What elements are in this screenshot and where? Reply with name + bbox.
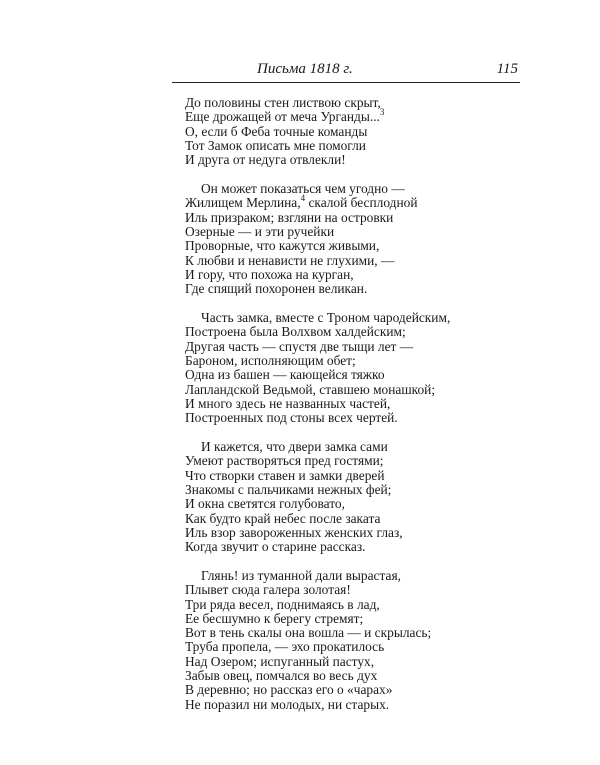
line-text: И окна светятся голубовато,: [185, 496, 345, 512]
poem-line: [185, 454, 450, 468]
line-text: О, если б Феба точные команды: [185, 123, 368, 139]
line-text: Жилищем Мерлина,: [185, 195, 301, 211]
poem-line: [185, 325, 450, 339]
line-text: И кажется, что двери замка сами: [201, 439, 388, 455]
poem-line: [185, 211, 450, 225]
poem-line: [185, 698, 450, 712]
poem-line: [185, 340, 450, 354]
running-title: Письма 1818 г.: [257, 61, 353, 77]
poem-line: [185, 268, 450, 282]
line-text: Построенных под стоны всех чертей.: [185, 410, 398, 426]
poem-line: [185, 612, 450, 626]
poem-line: [185, 254, 450, 268]
poem-line: [185, 512, 450, 526]
poem-line: [185, 311, 450, 325]
line-text: Ее бесшумно к берегу стремят;: [185, 610, 364, 626]
line-text: Построена была Волхвом халдейским;: [185, 324, 406, 340]
stanza: [185, 311, 450, 425]
line-text: Знакомы с пальчиками нежных фей;: [185, 481, 392, 497]
poem-line: [185, 540, 450, 554]
line-text: Еще дрожащей от меча Урганды...: [185, 109, 380, 125]
poem-line: [185, 107, 450, 125]
poem-line: [185, 526, 450, 540]
line-text: И много здесь не названных частей,: [185, 395, 391, 411]
poem-line: [185, 626, 450, 640]
poem-line: [185, 139, 450, 153]
footnote-marker: 4: [300, 193, 306, 204]
poem-line: [185, 569, 450, 583]
poem-line: [185, 125, 450, 139]
line-text: Вот в тень скалы она вошла — и скрылась;: [185, 625, 432, 641]
line-text: Три ряда весел, поднимаясь в лад,: [185, 596, 380, 612]
line-text: Он может показаться чем угодно —: [201, 181, 405, 197]
line-text: Над Озером; испуганный пастух,: [185, 653, 375, 669]
poem-line: [185, 440, 450, 454]
stanza: [185, 182, 450, 296]
page-number: 115: [496, 61, 518, 77]
poem-line: [185, 640, 450, 654]
line-text: Забыв овец, помчался во весь дух: [185, 668, 378, 684]
poem-line: [185, 598, 450, 612]
line-text: Как будто край небес после заката: [185, 510, 381, 526]
line-text: Где спящий похоронен великан.: [185, 281, 368, 297]
poem-line: [185, 225, 450, 239]
line-text: Бароном, исполняющим обет;: [185, 352, 356, 368]
line-text: Иль взор завороженных женских глаз,: [185, 524, 403, 540]
line-text: Часть замка, вместе с Троном чародейским,: [201, 310, 451, 326]
line-text: Озерные — и эти ручейки: [185, 223, 335, 239]
poem-line: [185, 354, 450, 368]
stanza: [185, 569, 450, 712]
poem-line: [185, 368, 450, 382]
page-header: [172, 60, 520, 83]
poem-body: [185, 96, 450, 727]
poem-line: [185, 411, 450, 425]
poem-line: [185, 483, 450, 497]
line-text: Глянь! из туманной дали вырастая,: [201, 567, 401, 583]
line-text: Другая часть — спустя две тыщи лет —: [185, 338, 414, 354]
poem-line: [185, 239, 450, 253]
line-text: И гору, что похожа на курган,: [185, 266, 354, 282]
line-text: Одна из башен — кающейся тяжко: [185, 367, 385, 383]
poem-line: [185, 669, 450, 683]
line-text: Плывет сюда галера золотая!: [185, 582, 351, 598]
line-text: Когда звучит о старине рассказ.: [185, 539, 366, 555]
stanza: [185, 440, 450, 554]
line-text: Не поразил ни молодых, ни старых.: [185, 696, 390, 712]
poem-line: [185, 497, 450, 511]
poem-line: [185, 655, 450, 669]
line-text: До половины стен листвою скрыт,: [185, 95, 381, 110]
poem-line: [185, 583, 450, 597]
poem-line: [185, 683, 450, 697]
poem-line: [185, 397, 450, 411]
poem-line: [185, 282, 450, 296]
poem-line: [185, 193, 450, 211]
line-text: Иль призраком; взгляни на островки: [185, 209, 394, 225]
poem-line: [185, 469, 450, 483]
line-text: Умеют растворяться пред гостями;: [185, 453, 384, 469]
poem-line: [185, 383, 450, 397]
line-text: Лапландской Ведьмой, ставшею монашкой;: [185, 381, 436, 397]
line-text: Тот Замок описать мне помогли: [185, 137, 366, 153]
line-text: Что створки ставен и замки дверей: [185, 467, 385, 483]
line-text-continued: скалой бесплодной: [305, 195, 418, 211]
poem-line: [185, 153, 450, 167]
line-text: Проворные, что кажутся живыми,: [185, 238, 380, 254]
stanza: [185, 96, 450, 167]
line-text: В деревню; но рассказ его о «чарах»: [185, 682, 393, 698]
line-text: И друга от недуга отвлекли!: [185, 152, 346, 168]
line-text: Труба пропела, — эхо прокатилось: [185, 639, 385, 655]
footnote-marker: 3: [379, 107, 385, 118]
line-text: К любви и ненависти не глухими, —: [185, 252, 395, 268]
